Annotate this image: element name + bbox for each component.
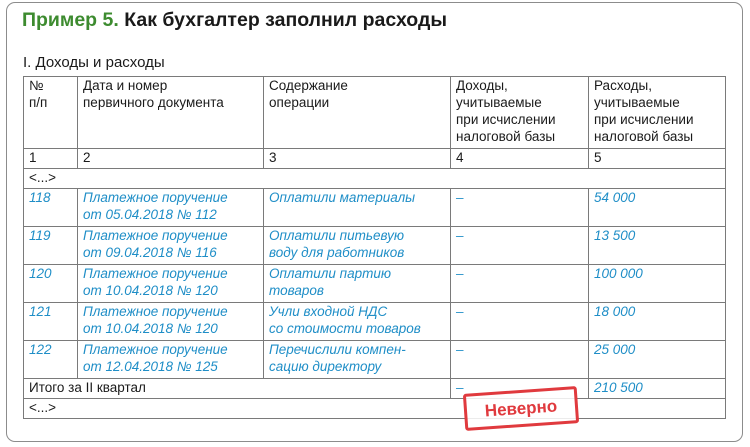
- example-label: Пример 5.: [22, 9, 119, 31]
- header-op: Содержание операции: [269, 78, 348, 110]
- row-income: –: [451, 227, 589, 265]
- title-heading: Как бухгалтер заполнил расходы: [124, 9, 447, 31]
- header-cell: [24, 77, 78, 149]
- header-num: № п/п: [29, 78, 48, 110]
- row-income: –: [451, 341, 589, 379]
- row-number: 119: [24, 227, 78, 265]
- header-cell: [589, 77, 726, 149]
- row-number: 121: [24, 303, 78, 341]
- row-operation: Оплатили партию товаров: [264, 265, 451, 303]
- table-row: [24, 189, 726, 227]
- header-doc: Дата и номер первичного документа: [83, 78, 224, 110]
- table-row: [24, 341, 726, 379]
- ellipsis-cell: <...>: [24, 169, 726, 189]
- row-document: Платежное поручение от 05.04.2018 № 112: [78, 189, 264, 227]
- header-cell: [264, 77, 451, 149]
- total-expense: 210 500: [589, 379, 726, 399]
- row-income: –: [451, 265, 589, 303]
- table-row: [24, 227, 726, 265]
- incorrect-stamp: Неверно: [463, 386, 579, 431]
- header-cell: [78, 77, 264, 149]
- row-number: 120: [24, 265, 78, 303]
- ellipsis-row: [24, 169, 726, 189]
- ellipsis-cell: <...>: [24, 399, 726, 419]
- row-document: Платежное поручение от 12.04.2018 № 125: [78, 341, 264, 379]
- total-income: –: [451, 379, 589, 399]
- col-number: 5: [589, 149, 726, 169]
- page-title: [22, 9, 447, 32]
- total-row: [24, 379, 726, 399]
- row-expense: 100 000: [589, 265, 726, 303]
- header-cell: [451, 77, 589, 149]
- col-number: 2: [78, 149, 264, 169]
- row-document: Платежное поручение от 10.04.2018 № 120: [78, 265, 264, 303]
- row-document: Платежное поручение от 10.04.2018 № 120: [78, 303, 264, 341]
- row-expense: 25 000: [589, 341, 726, 379]
- row-expense: 54 000: [589, 189, 726, 227]
- row-operation: Учли входной НДС со стоимости товаров: [264, 303, 451, 341]
- ledger-table: [23, 76, 726, 419]
- row-operation: Оплатили питьевую воду для работников: [264, 227, 451, 265]
- row-income: –: [451, 303, 589, 341]
- column-number-row: [24, 149, 726, 169]
- table-row: [24, 265, 726, 303]
- header-row: [24, 77, 726, 149]
- header-income: Доходы, учитываемые при исчислении налоговой базы: [456, 78, 556, 144]
- table-row: [24, 303, 726, 341]
- row-operation: Оплатили материалы: [264, 189, 451, 227]
- row-expense: 13 500: [589, 227, 726, 265]
- row-document: Платежное поручение от 09.04.2018 № 116: [78, 227, 264, 265]
- row-number: 122: [24, 341, 78, 379]
- header-expense: Расходы, учитываемые при исчислении налоговой базы: [594, 78, 694, 144]
- section-title: I. Доходы и расходы: [23, 54, 165, 71]
- total-label: Итого за II квартал: [24, 379, 451, 399]
- row-number: 118: [24, 189, 78, 227]
- col-number: 1: [24, 149, 78, 169]
- col-number: 4: [451, 149, 589, 169]
- ellipsis-row: [24, 399, 726, 419]
- row-expense: 18 000: [589, 303, 726, 341]
- row-operation: Перечислили компен- сацию директору: [264, 341, 451, 379]
- row-income: –: [451, 189, 589, 227]
- col-number: 3: [264, 149, 451, 169]
